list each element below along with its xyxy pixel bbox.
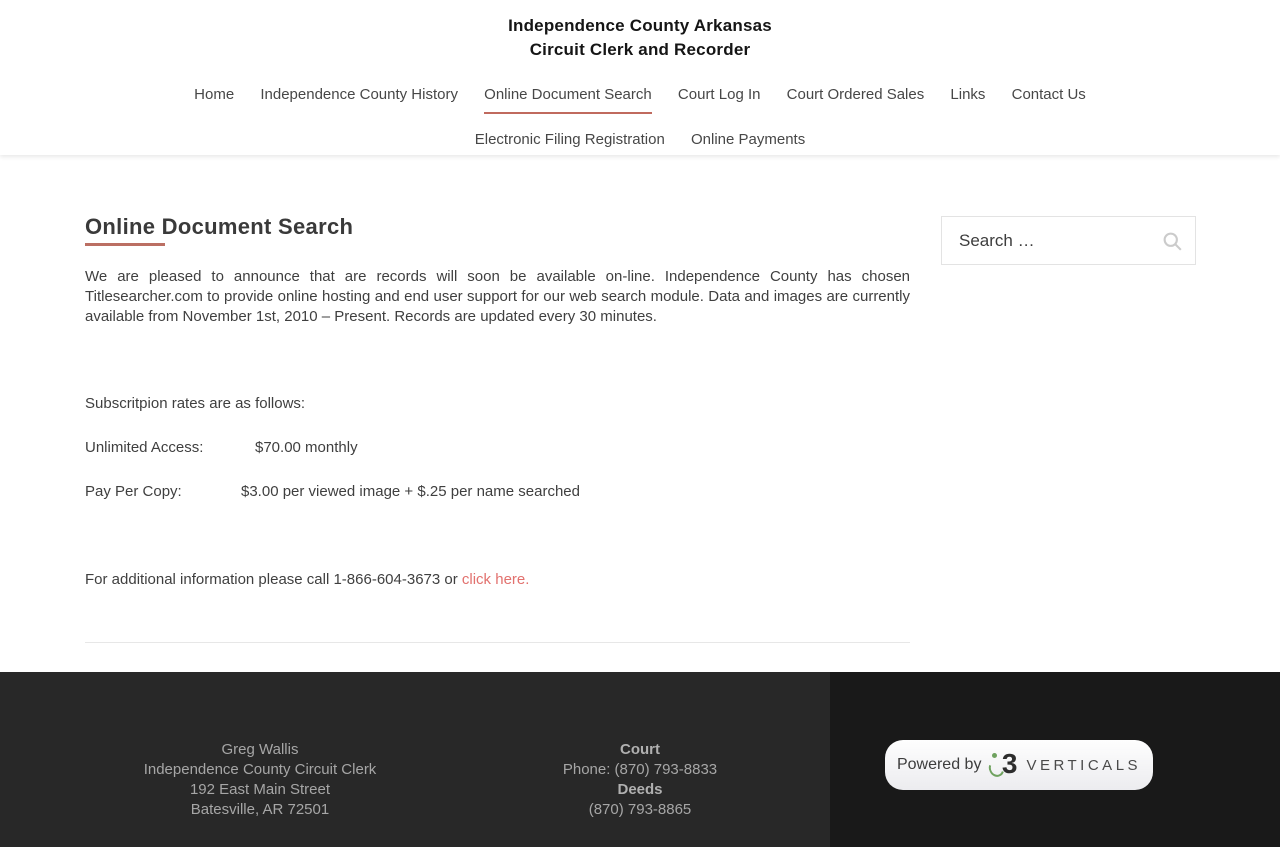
footer-deeds-phone: (870) 793-8865 [588,801,692,818]
nav-item-home[interactable]: Home [194,86,235,103]
footer-city-state-zip: Batesville, AR 72501 [190,801,330,818]
page-title: Online Document Search [85,214,354,239]
site-title-line2: Circuit Clerk and Recorder [529,40,751,59]
nav-item-contact-us[interactable]: Contact Us [1011,86,1086,103]
nav-item-online-document-search[interactable]: Online Document Search [484,86,652,114]
rates-intro: Subscritpion rates are as follows: [85,395,306,412]
content-divider [85,642,910,643]
nav-item-online-payments[interactable]: Online Payments [691,131,806,148]
nav-item-court-log-in[interactable]: Court Log In [677,86,761,103]
content-area [0,155,1280,643]
nav-item-independence-county-history[interactable]: Independence County History [260,86,458,103]
i3-logo-green-dot [992,753,997,758]
footer-clerk-title: Independence County Circuit Clerk [143,761,377,778]
powered-by-i3verticals-badge[interactable] [885,740,1153,790]
main-nav-row1 [0,86,1280,114]
nav-item-electronic-filing-registration[interactable]: Electronic Filing Registration [474,131,665,148]
i3-verticals-wordmark: VERTICALS [1026,756,1142,774]
footer-left-panel [0,672,830,847]
footer-phone-info [465,740,815,820]
additional-info-suffix: . [525,571,530,588]
search-box [941,216,1196,265]
nav-item-court-ordered-sales[interactable]: Court Ordered Sales [786,86,925,103]
footer-court-label: Court [620,741,660,758]
i3-logo-number: 3 [1001,748,1018,779]
intro-paragraph: We are pleased to announce that are records will soon be available on-line. Independence County has chosen Titlesearcher.com to provide online hosting and end user support for our web search module. Data and images are currently available from November 1st, 2010 – Present. Records are updated every 30 minutes. [85,268,910,325]
site-title-line1: Independence County Arkansas [508,16,772,35]
rate-unlimited-label: Unlimited Access: [85,439,204,456]
site-footer [0,672,1280,847]
page-title-underline [85,243,165,246]
click-here-link[interactable]: click here [461,571,526,588]
search-icon[interactable] [1162,231,1183,252]
nav-item-links[interactable]: Links [950,86,986,103]
footer-right-panel [830,672,1280,847]
footer-court-phone: Phone: (870) 793-8833 [562,761,718,778]
footer-deeds-label: Deeds [617,781,663,798]
additional-info-line [85,570,910,590]
rate-unlimited-access [85,438,910,458]
rate-pay-per-copy [85,482,910,502]
main-nav-row2 [0,131,1280,149]
rate-unlimited-value: $70.00 monthly [255,439,358,456]
rate-paypercopy-value: $3.00 per viewed image + $.25 per name searched [241,483,580,500]
sidebar [941,205,1196,265]
footer-columns [0,672,830,820]
search-input[interactable] [942,217,1195,264]
i3-verticals-logo-icon [990,749,1017,781]
footer-clerk-name: Greg Wallis [221,741,299,758]
site-title [0,14,1280,62]
powered-by-label: Powered by [896,756,982,773]
rate-paypercopy-label: Pay Per Copy: [85,483,182,500]
footer-clerk-info [85,740,435,820]
main-content [85,205,910,643]
additional-info-text: For additional information please call 1-866-604-3673 or [85,571,462,588]
site-header [0,0,1280,155]
footer-street-address: 192 East Main Street [189,781,331,798]
